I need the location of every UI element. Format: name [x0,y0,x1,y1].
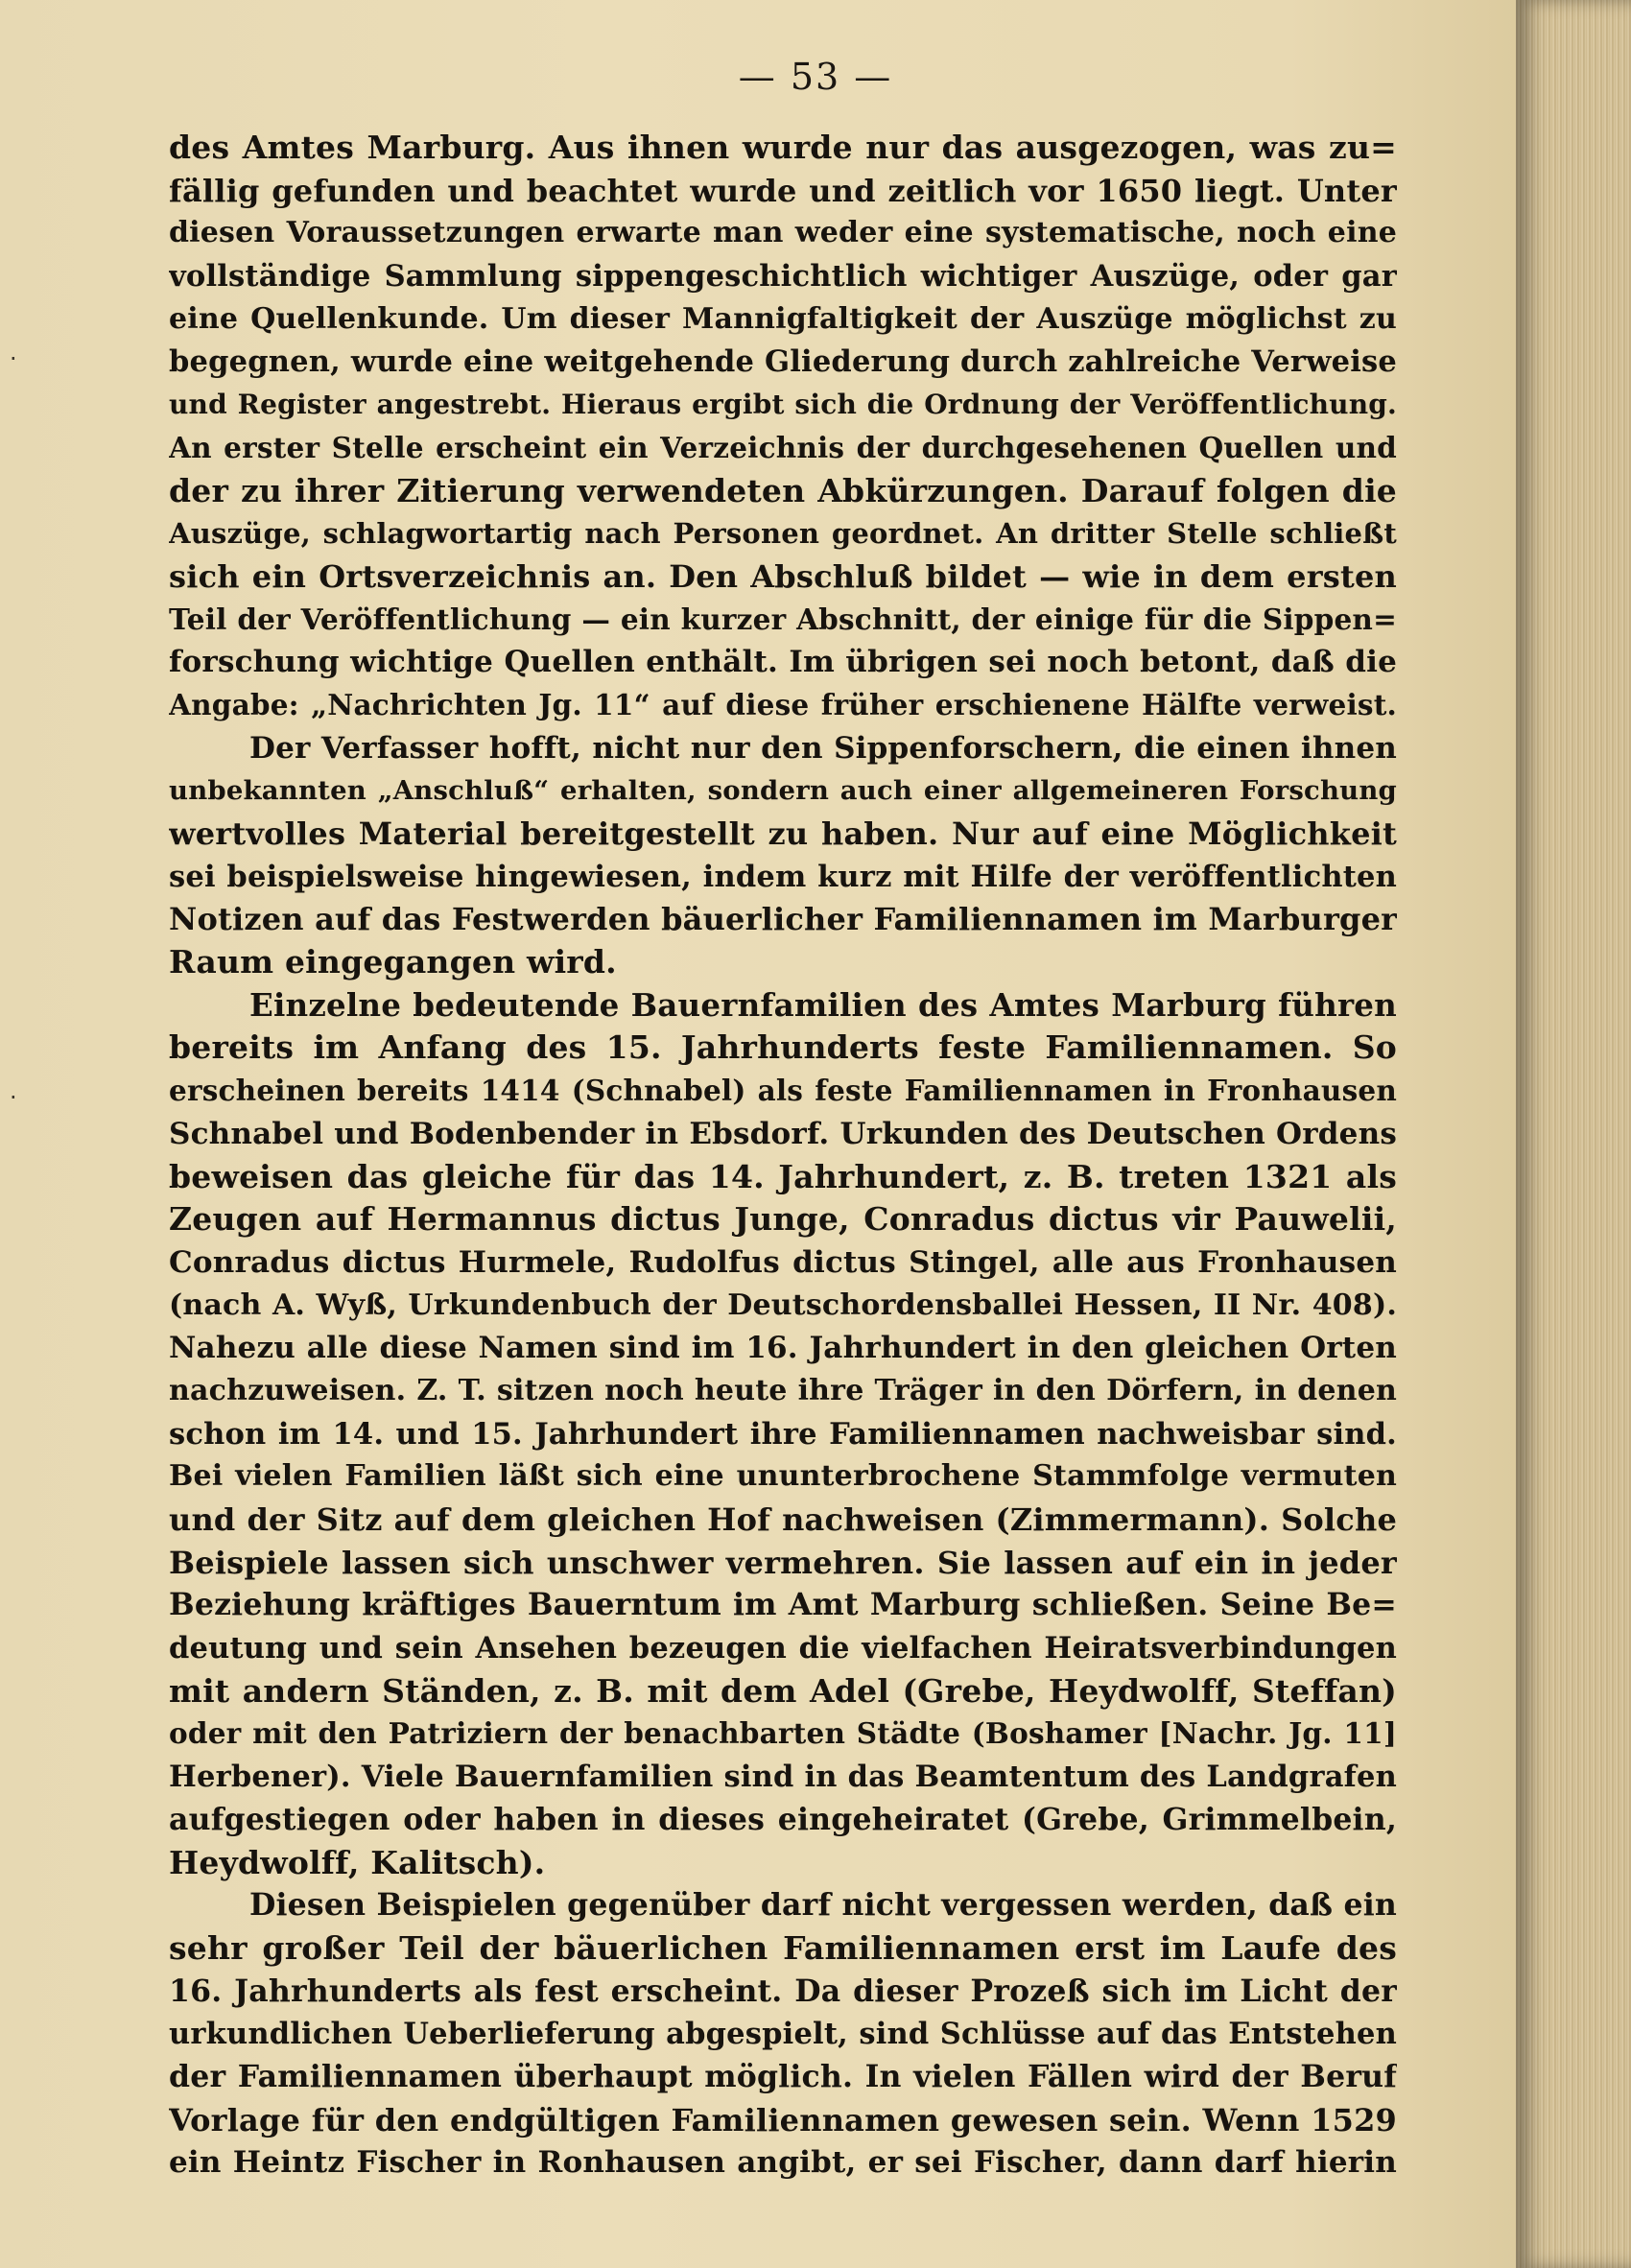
text-line: bereits im Anfang des 15. Jahrhunderts feste Familiennamen. So [169,1028,1397,1067]
margin-mark: · [10,345,17,372]
text-line: Vorlage für den endgültigen Familiennamen gewesen sein. Wenn 1529 [169,2101,1397,2138]
text-line: Heydwolff, Kalitsch). [169,1843,546,1881]
text-line: Nahezu alle diese Namen sind im 16. Jahrhundert in den gleichen Orten [169,1331,1397,1366]
text-line: 16. Jahrhunderts als fest erscheint. Da dieser Prozeß sich im Licht der [169,1973,1397,2009]
text-line: Zeugen auf Hermannus dictus Junge, Conradus dictus vir Pauwelii, [169,1200,1397,1239]
text-line: fällig gefunden und beachtet wurde und zeitlich vor 1650 liegt. Unter [169,172,1397,209]
page-number: — 53 — [738,56,893,98]
text-line: Diesen Beispielen gegenüber darf nicht vergessen werden, daß ein [249,1887,1397,1924]
text-line: und Register angestrebt. Hieraus ergibt sich die Ordnung der Veröffentlichung. [169,389,1397,421]
text-line: unbekannten „Anschluß“ erhalten, sondern auch einer allgemeineren Forschung [169,775,1397,807]
text-line: der Familiennamen überhaupt möglich. In vielen Fällen wird der Beruf [169,2058,1397,2094]
page-edges [1516,0,1631,2268]
text-line: beweisen das gleiche für das 14. Jahrhundert, z. B. treten 1321 als [169,1157,1397,1195]
text-line: wertvolles Material bereitgestellt zu haben. Nur auf eine Möglichkeit [169,815,1397,852]
text-line: Bei vielen Familien läßt sich eine ununterbrochene Stammfolge vermuten [169,1459,1397,1494]
text-line: und der Sitz auf dem gleichen Hof nachweisen (Zimmermann). Solche [169,1501,1397,1538]
text-line: oder mit den Patriziern der benachbarten Städte (Boshamer [Nachr. Jg. 11] [169,1716,1397,1751]
text-line: forschung wichtige Quellen enthält. Im übrigen sei noch betont, daß die [169,645,1397,680]
text-line: sich ein Ortsverzeichnis an. Den Abschluß bildet — wie in dem ersten [169,557,1397,595]
text-line: Conradus dictus Hurmele, Rudolfus dictus Stingel, alle aus Fronhausen [169,1244,1397,1280]
text-line: (nach A. Wyß, Urkundenbuch der Deutschordensballei Hessen, II Nr. 408). [169,1288,1397,1322]
text-line: Teil der Veröffentlichung — ein kurzer Abschnitt, der einige für die Sippen= [169,602,1397,636]
text-line: eine Quellenkunde. Um dieser Mannigfaltigkeit der Auszüge möglichst zu [169,301,1397,336]
text-line: sehr großer Teil der bäuerlichen Familiennamen erst im Laufe des [169,1928,1397,1967]
text-line: mit andern Ständen, z. B. mit dem Adel (Grebe, Heydwolff, Steffan) [169,1671,1397,1710]
text-line: Raum eingegangen wird. [169,943,617,981]
text-line: vollständige Sammlung sippengeschichtlich wichtiger Auszüge, oder gar [169,259,1397,295]
text-line: Einzelne bedeutende Bauernfamilien des Amtes Marburg führen [249,985,1397,1024]
text-line: Schnabel und Bodenbender in Ebsdorf. Urkunden des Deutschen Ordens [169,1116,1397,1151]
text-line: Beziehung kräftiges Bauerntum im Amt Marburg schließen. Seine Be= [169,1587,1397,1623]
text-line: Auszüge, schlagwortartig nach Personen geordnet. An dritter Stelle schließt [169,517,1397,551]
text-line: Angabe: „Nachrichten Jg. 11“ auf diese früher erschienene Hälfte verweist. [169,687,1397,721]
text-line: Notizen auf das Festwerden bäuerlicher Familiennamen im Marburger [169,901,1397,938]
text-line: schon im 14. und 15. Jahrhundert ihre Familiennamen nachweisbar sind. [169,1416,1397,1452]
text-line: aufgestiegen oder haben in dieses eingeheiratet (Grebe, Grimmelbein, [169,1801,1397,1837]
text-line: des Amtes Marburg. Aus ihnen wurde nur das ausgezogen, was zu= [169,129,1397,166]
text-line: Beispiele lassen sich unschwer vermehren. Sie lassen auf ein in jeder [169,1544,1397,1581]
text-line: Herbener). Viele Bauernfamilien sind in das Beamtentum des Landgrafen [169,1760,1397,1795]
text-line: urkundlichen Ueberlieferung abgespielt, sind Schlüsse auf das Entstehen [169,2017,1397,2052]
text-line: der zu ihrer Zitierung verwendeten Abkürzungen. Darauf folgen die [169,471,1397,509]
body-text [169,127,1397,2185]
text-line: deutung und sein Ansehen bezeugen die vielfachen Heiratsverbindungen [169,1631,1397,1666]
margin-mark: · [10,1084,17,1111]
text-line: An erster Stelle erscheint ein Verzeichnis der durchgesehenen Quellen und [169,430,1397,464]
text-line: ein Heintz Fischer in Ronhausen angibt, er sei Fischer, dann darf hierin [169,2145,1397,2181]
text-line: nachzuweisen. Z. T. sitzen noch heute ihre Träger in den Dörfern, in denen [169,1373,1397,1407]
text-line: Der Verfasser hofft, nicht nur den Sippenforschern, die einen ihnen [249,730,1397,766]
text-line: begegnen, wurde eine weitgehende Gliederung durch zahlreiche Verweise [169,344,1397,380]
text-line: sei beispielsweise hingewiesen, indem kurz mit Hilfe der veröffentlichten [169,859,1397,894]
text-line: erscheinen bereits 1414 (Schnabel) als feste Familiennamen in Fronhausen [169,1074,1397,1108]
text-line: diesen Voraussetzungen erwarte man weder eine systematische, noch eine [169,216,1397,250]
